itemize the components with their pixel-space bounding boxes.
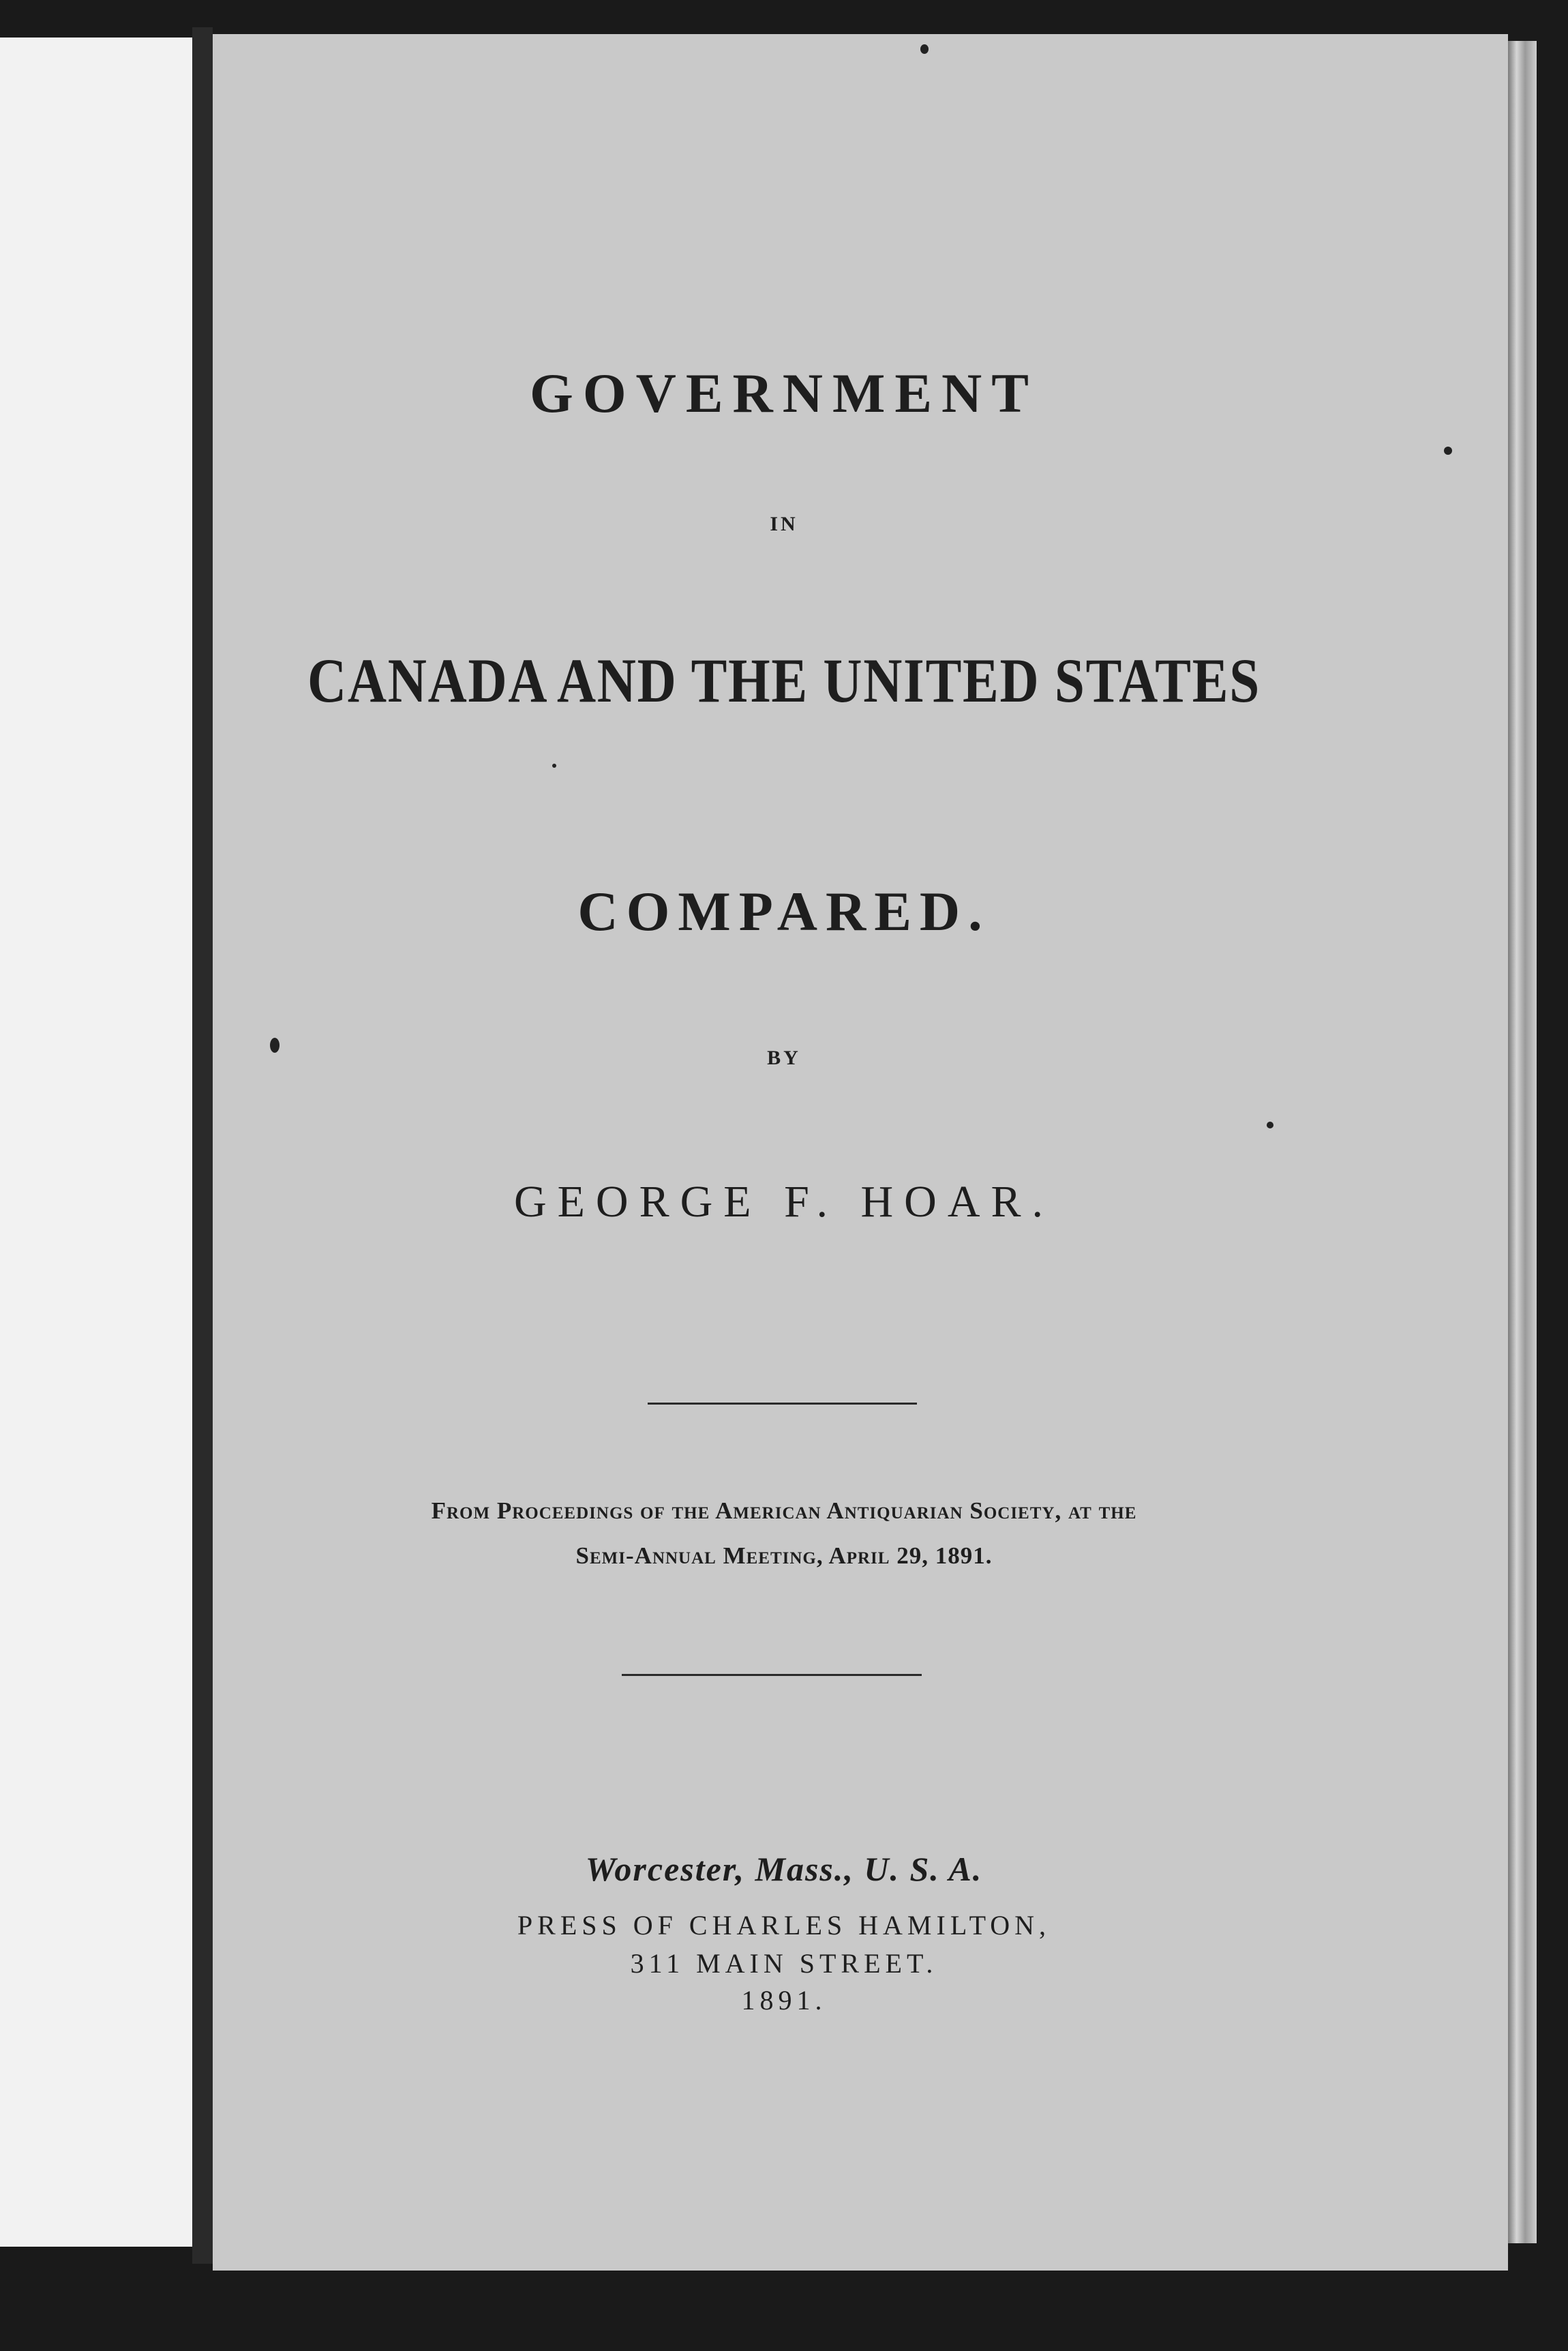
word-by: BY xyxy=(767,1047,801,1069)
ink-speck xyxy=(1267,1122,1273,1128)
title-line-2: CANADA AND THE UNITED STATES xyxy=(307,646,1261,715)
word-in: IN xyxy=(770,513,798,535)
imprint-press: PRESS OF CHARLES HAMILTON, xyxy=(517,1910,1051,1941)
source-note-line-2: Semi-Annual Meeting, April 29, 1891. xyxy=(575,1542,993,1569)
author-name: GEORGE F. HOAR. xyxy=(513,1177,1055,1227)
ink-speck xyxy=(920,44,929,54)
source-note-line-1: From Proceedings of the American Antiquarian Society, at the xyxy=(431,1497,1137,1524)
ink-speck xyxy=(552,764,556,768)
imprint-year: 1891. xyxy=(741,1985,827,2016)
ink-speck xyxy=(270,1038,280,1053)
title-line-3: COMPARED. xyxy=(577,880,991,942)
ink-speck xyxy=(1444,447,1452,455)
divider-rule-upper xyxy=(648,1403,917,1405)
divider-rule-lower xyxy=(622,1674,922,1676)
imprint-street: 311 MAIN STREET. xyxy=(630,1948,938,1979)
imprint-place: Worcester, Mass., U. S. A. xyxy=(585,1850,983,1888)
title-line-1: GOVERNMENT xyxy=(530,362,1038,424)
